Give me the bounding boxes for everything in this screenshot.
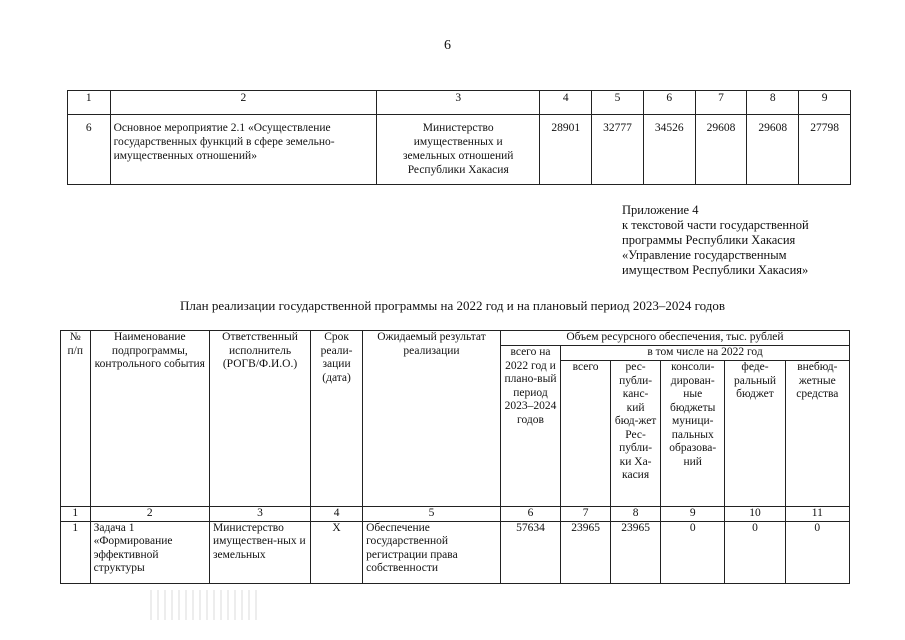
table-row xyxy=(68,115,851,185)
column-number: 5 xyxy=(363,507,501,522)
row-executor: Министерство имущественных и земельных отношений Республики Хакасия xyxy=(377,115,540,185)
col-header: 9 xyxy=(799,91,851,115)
col-header: 3 xyxy=(377,91,540,115)
appendix-line: «Управление государственным xyxy=(622,248,787,262)
row-number: 1 xyxy=(61,521,91,583)
row-value: 0 xyxy=(785,521,849,583)
row-number: 6 xyxy=(68,115,111,185)
header-municipal-budget: консоли-дирован-ные бюджеты муници-пальных образова-ний xyxy=(661,361,725,507)
header-included: в том числе на 2022 год xyxy=(561,346,850,361)
row-result: Обеспечение государственной регистрации права собственности xyxy=(363,521,501,583)
col-header: 5 xyxy=(592,91,644,115)
appendix-note xyxy=(622,203,809,278)
row-value: 34526 xyxy=(643,115,695,185)
scan-artifact xyxy=(150,590,260,620)
row-value: 27798 xyxy=(799,115,851,185)
header-executor: Ответственный исполнитель (РОГВ/Ф.И.О.) xyxy=(210,331,311,507)
col-header: 4 xyxy=(540,91,592,115)
appendix-line: к текстовой части государственной xyxy=(622,218,809,232)
appendix-line: Приложение 4 xyxy=(622,203,699,217)
column-number: 6 xyxy=(500,507,560,522)
table-header-row xyxy=(68,91,851,115)
row-value: 29608 xyxy=(747,115,799,185)
header-result: Ожидаемый результат реализации xyxy=(363,331,501,507)
row-name: Основное мероприятие 2.1 «Осуществление государственных функций в сфере земельно-имущественных отношений» xyxy=(110,115,377,185)
header-total: всего на 2022 год и плано-вый период 2023–2024 годов xyxy=(500,346,560,507)
header-republic-budget: рес-публи-канс-кий бюд-жет Рес-публи-ки Ха-касия xyxy=(611,361,661,507)
row-value: 23965 xyxy=(611,521,661,583)
row-value: 29608 xyxy=(695,115,747,185)
col-header: 2 xyxy=(110,91,377,115)
appendix-line: программы Республики Хакасия xyxy=(622,233,796,247)
row-name: Задача 1 «Формирование эффективной структуры xyxy=(90,521,209,583)
row-value: 32777 xyxy=(592,115,644,185)
appendix-line: имуществом Республики Хакасия» xyxy=(622,263,809,277)
row-value: 23965 xyxy=(561,521,611,583)
col-header: 8 xyxy=(747,91,799,115)
header-volume: Объем ресурсного обеспечения, тыс. рублей xyxy=(500,331,849,346)
col-header: 7 xyxy=(695,91,747,115)
header-extra-budget: внебюд-жетные средства xyxy=(785,361,849,507)
column-number: 7 xyxy=(561,507,611,522)
plan-title: План реализации государственной программы на 2022 год и на плановый период 2023–2024 годов xyxy=(179,298,725,313)
column-number: 8 xyxy=(611,507,661,522)
column-number: 1 xyxy=(61,507,91,522)
header-all: всего xyxy=(561,361,611,507)
column-numbers-row xyxy=(61,507,850,522)
row-term: X xyxy=(311,521,363,583)
row-value: 0 xyxy=(661,521,725,583)
row-value: 0 xyxy=(725,521,785,583)
col-header: 1 xyxy=(68,91,111,115)
column-number: 3 xyxy=(210,507,311,522)
header-row xyxy=(61,331,850,346)
column-number: 4 xyxy=(311,507,363,522)
plan-table xyxy=(60,330,850,584)
row-value: 28901 xyxy=(540,115,592,185)
header-name: Наименование подпрограммы, контрольного события xyxy=(90,331,209,507)
column-number: 10 xyxy=(725,507,785,522)
row-value: 57634 xyxy=(500,521,560,583)
column-number: 2 xyxy=(90,507,209,522)
row-executor: Министерство имуществен-ных и земельных xyxy=(210,521,311,583)
header-federal-budget: феде-ральный бюджет xyxy=(725,361,785,507)
top-table xyxy=(67,90,851,185)
column-number: 11 xyxy=(785,507,849,522)
page-number: 6 xyxy=(444,38,451,53)
header-term: Срок реали-зации (дата) xyxy=(311,331,363,507)
column-number: 9 xyxy=(661,507,725,522)
table-row xyxy=(61,521,850,583)
col-header: 6 xyxy=(643,91,695,115)
header-num: № п/п xyxy=(61,331,91,507)
